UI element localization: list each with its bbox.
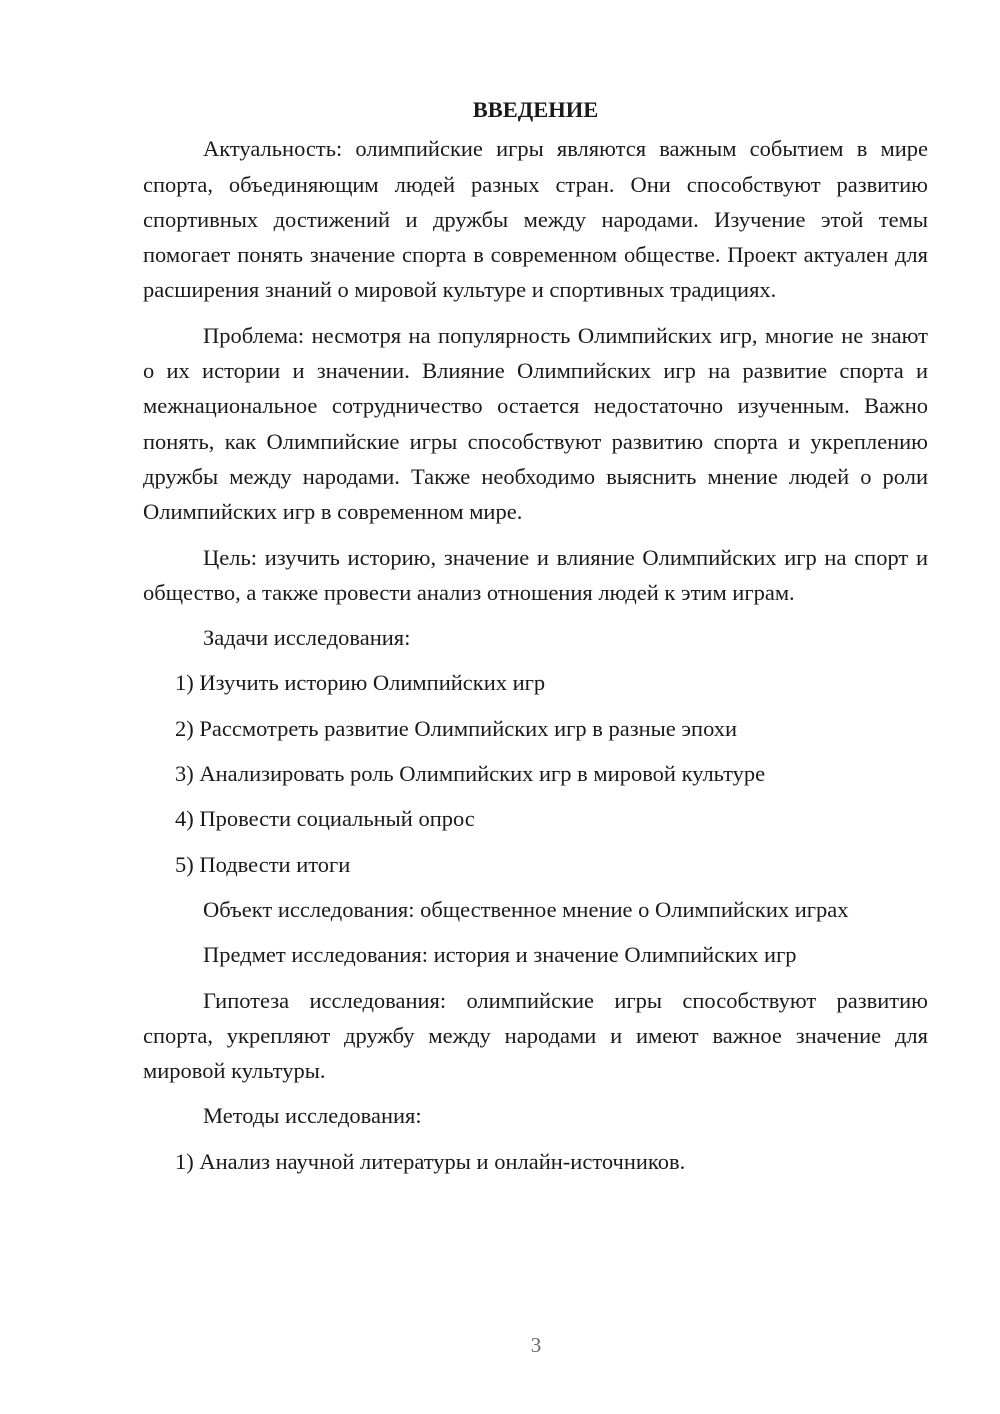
methods-list: [143, 1144, 928, 1179]
goal-paragraph: Цель: изучить историю, значение и влияние Олимпийских игр на спорт и общество, а также провести анализ отношения людей к этим играм.: [143, 544, 928, 605]
list-item: 2) Рассмотреть развитие Олимпийских игр в разные эпохи: [175, 715, 738, 741]
subject-line: Предмет исследования: история и значение Олимпийских игр: [203, 942, 797, 968]
relevance-paragraph: Актуальность: олимпийские игры являются важным событием в мире спорта, объединяющим людей разных стран. Они способствуют развитию спортивных достижений и дружбы между народами. Изучение этой темы помогает понять значение спорта в современном обществе. Проект актуален для расширения знаний о мировой культуре и спортивных традициях.: [143, 136, 928, 303]
tasks-list: [143, 665, 928, 881]
list-item: 5) Подвести итоги: [175, 851, 351, 877]
object-line: Объект исследования: общественное мнение о Олимпийских играх: [203, 896, 849, 922]
list-item: 4) Провести социальный опрос: [175, 806, 475, 832]
section-title: ВВЕДЕНИЕ: [472, 97, 599, 122]
problem-paragraph: Проблема: несмотря на популярность Олимпийских игр, многие не знают о их истории и значении. Влияние Олимпийских игр на развитие спорта и межнациональное сотрудничество остается недостаточно изученным. Важно понять, как Олимпийские игры способствуют развитию спорта и укреплению дружбы между народами. Также необходимо выяснить мнение людей о роли Олимпийских игр в современном мире.: [143, 322, 928, 525]
list-item: 1) Изучить историю Олимпийских игр: [175, 670, 546, 696]
document-page: [143, 92, 928, 1189]
methods-heading: Методы исследования:: [203, 1103, 422, 1129]
tasks-heading: Задачи исследования:: [203, 625, 411, 651]
page-number: 3: [530, 1333, 542, 1357]
list-item: 1) Анализ научной литературы и онлайн-источников.: [175, 1148, 686, 1174]
list-item: 3) Анализировать роль Олимпийских игр в мировой культуре: [175, 761, 766, 787]
hypothesis-paragraph: Гипотеза исследования: олимпийские игры способствуют развитию спорта, укрепляют дружбу между народами и имеют важное значение для мировой культуры.: [143, 987, 928, 1084]
